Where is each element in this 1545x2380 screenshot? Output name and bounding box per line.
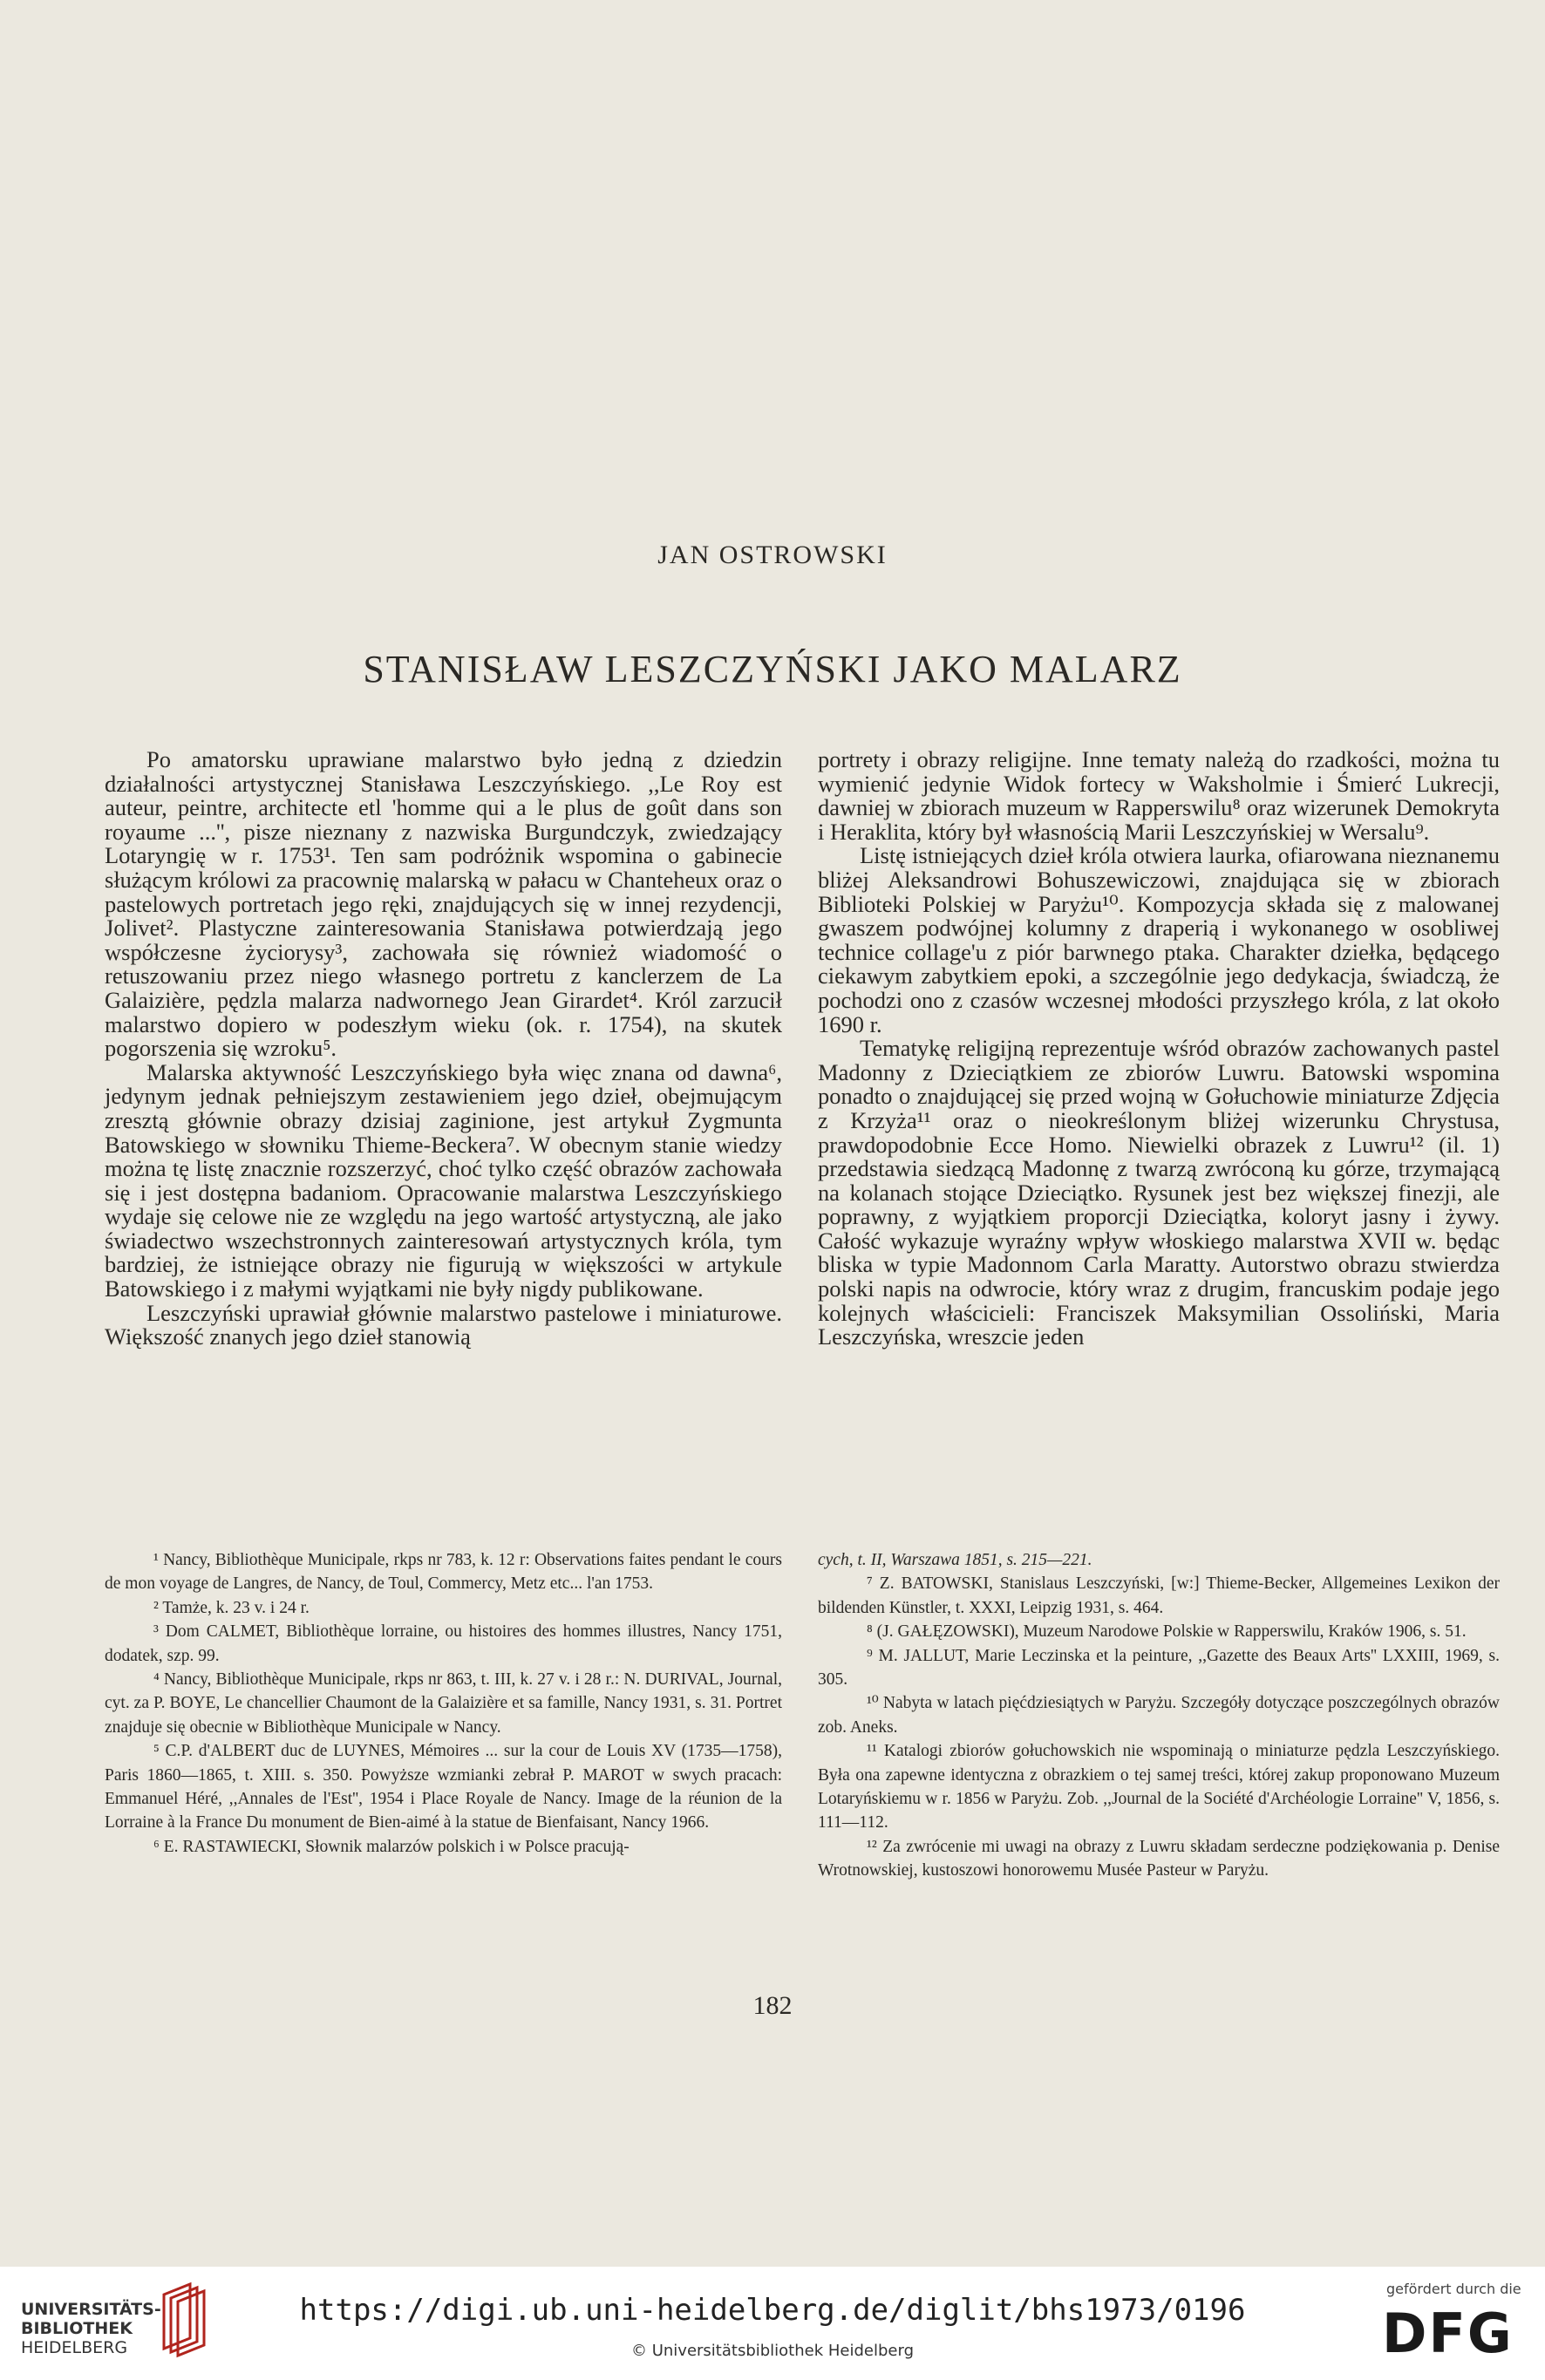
body-paragraph: portrety i obrazy religijne. Inne tematy należą do rzadkości, można tu wymienić jedynie Widok fortecy w Waksholmie i Śmierć Lukrecji, dawniej w zbiorach muzeum w Rapperswilu⁸ oraz wizerunek Demokryta i Heraklita, który był własnością Marii Leszczyńskiej w Wersalu⁹. — [818, 746, 1500, 845]
footnote: ⁵ C.P. d'ALBERT duc de LUYNES, Mémoires ... sur la cour de Louis XV (1735—1758), Paris 1860—1865, t. XIII. s. 350. Powyższe wzmianki zebrał P. MAROT w swych pracach: Emmanuel Héré, ,,Annales de l'Est'', 1954 i Place Royale de Nancy. Image de la réunion de la Lorraine à la France Du monument de Bien-aimé à la statue de Bienfaisant, Nancy 1966. — [105, 1742, 782, 1833]
footnotes-left — [105, 1548, 782, 1859]
footnotes-right — [818, 1548, 1500, 1883]
body-column-right — [818, 748, 1500, 1350]
copyright-notice: © Universitätsbibliothek Heidelberg — [630, 2342, 914, 2360]
footnote: ³ Dom CALMET, Bibliothèque lorraine, ou histoires des hommes illustres, Nancy 1751, dodatek, szp. 99. — [105, 1622, 782, 1665]
footnote: ¹ Nancy, Bibliothèque Municipale, rkps nr 783, k. 12 r: Observations faites pendant le cours de mon voyage de Langres, de Nancy, de Toul, Commercy, Metz etc... l'an 1753. — [105, 1551, 782, 1594]
body-paragraph: Malarska aktywność Leszczyńskiego była więc znana od dawna⁶, jedynym jednak pełniejszym zestawieniem jego dzieł, obejmującym zresztą głównie obrazy dzisiaj zaginione, jest artykuł Zygmunta Batowskiego w słowniku Thieme-Beckera⁷. W obecnym stanie wiedzy można tę listę znacznie rozszerzyć, choć tylko część obrazów zachowała się i jest dostępna badaniom. Opracowanie malarstwa Leszczyńskiego wydaje się celowe nie ze względu na jego wartość artystyczną, ale jako świadectwo wszechstronnych zainteresowań artystycznych króla, tym bardziej, że istniejące obrazy nie figurują w większości w artykule Batowskiego i z małymi wyjątkami nie były nigdy publikowane. — [105, 1058, 782, 1302]
funding-caption: gefördert durch die — [1386, 2281, 1521, 2297]
footer-bar — [0, 2267, 1545, 2380]
footnote: ⁹ M. JALLUT, Marie Leczinska et la peinture, ,,Gazette des Beaux Arts'' LXXIII, 1969, s. 305. — [818, 1646, 1500, 1690]
footnote: ⁶ E. RASTAWIECKI, Słownik malarzów polskich i w Polsce pracują- — [153, 1837, 630, 1856]
footnote: ² Tamże, k. 23 v. i 24 r. — [153, 1598, 310, 1617]
footnote: cych, t. II, Warszawa 1851, s. 215—221. — [818, 1551, 1092, 1569]
footnote: ⁷ Z. BATOWSKI, Stanislaus Leszczyński, [w:] Thieme-Becker, Allgemeines Lexikon der bildenden Künstler, t. XXXI, Leipzig 1931, s. 464. — [818, 1574, 1500, 1617]
body-paragraph: Tematykę religijną reprezentuje wśród obrazów zachowanych pastel Madonny z Dzieciątkiem ze zbiorów Luwru. Batowski wspomina ponadto o znajdującej się przed wojną w Gołuchowie miniaturze Zdjęcia z Krzyża¹¹ oraz o nieokreślonym bliżej wizerunku Chrystusa, prawdopodobnie Ecce Homo. Niewielki obrazek z Luwru¹² (il. 1) przedstawia siedzącą Madonnę z twarzą zwróconą ku górze, trzymającą na kolanach stojące Dzieciątko. Rysunek jest bez większej finezji, ale poprawny, z wyjątkiem proporcji Dzieciątka, koloryt jasny i żywy. Całość wykazuje wyraźny wpływ włoskiego malarstwa XVII w. będąc bliska w typie Madonnom Carla Maratty. Autorstwo obrazu stwierdza polski napis na odwrocie, który wraz z drugim, francuskim podaje jego kolejnych właścicieli: Franciszek Maksymilian Ossoliński, Maria Leszczyńska, wreszcie jeden — [818, 1035, 1500, 1350]
body-column-left — [105, 748, 782, 1350]
body-paragraph: Listę istniejących dzieł króla otwiera laurka, ofiarowana nieznanemu bliżej Aleksandrowi Bohuszewiczowi, znajdująca się w zbiorach Biblioteki Polskiej w Paryżu¹⁰. Kompozycja składa się z malowanej gwaszem podwójnej kolumny z draperią i wykonanego w osobliwej technice collage'u z piór barwnego ptaka. Charakter dziełka, będącego ciekawym zabytkiem epoki, a szczególnie jego dedykacja, świadczą, że pochodzi ono z czasów wczesnej młodości przyszłego króla, z lat około 1690 r. — [818, 842, 1500, 1037]
body-paragraph: Po amatorsku uprawiane malarstwo było jedną z dziedzin działalności artystycznej Stanisława Leszczyńskiego. ,,Le Roy est auteur, peintre, architecte etl 'homme qui a le plus de goût dans son royaume ...'', pisze nieznany z nazwiska Burgundczyk, zwiedzający Lotaryngię w r. 1753¹. Ten sam podróżnik wspomina o gabinecie służącym królowi za pracownię malarską w pałacu w Chanteheux oraz o pastelowych portretach jego ręki, znajdujących się w innej rezydencji, Jolivet². Plastyczne zainteresowania Stanisława potwierdzają jego współczesne życiorysy³, zachowała się również wiadomość o retuszowaniu przez niego własnego portretu z kanclerzem de La Galaizière, pędzla malarza nadwornego Jean Girardet⁴. Król zarzucił malarstwo dopiero w podeszłym wieku (ok. r. 1754), na skutek pogorszenia się wzroku⁵. — [105, 746, 782, 1062]
library-name-line3: HEIDELBERG — [21, 2338, 128, 2357]
footnote: ¹² Za zwrócenie mi uwagi na obrazy z Luwru składam serdeczne podziękowania p. Denise Wrotnowskiej, kustoszowi honorowemu Musée Pasteur w Paryżu. — [818, 1837, 1500, 1880]
library-name-line1: UNIVERSITÄTS- — [21, 2300, 161, 2319]
footnote: ⁸ (J. GAŁĘZOWSKI), Muzeum Narodowe Polskie w Rapperswilu, Kraków 1906, s. 51. — [867, 1622, 1467, 1642]
footnote: ¹⁰ Nabyta w latach pięćdziesiątych w Paryżu. Szczegóły dotyczące poszczególnych obrazów zob. Aneks. — [818, 1694, 1500, 1737]
library-name-line2: BIBLIOTHEK — [21, 2319, 133, 2338]
body-paragraph: Leszczyński uprawiał głównie malarstwo pastelowe i miniaturowe. Większość znanych jego dzieł stanowią — [105, 1299, 782, 1350]
footnote: ⁴ Nancy, Bibliothèque Municipale, rkps nr 863, t. III, k. 27 v. i 28 r.: N. DURIVAL, Journal, cyt. za P. BOYE, Le chancellier Chaumont de la Galaizière et sa famille, Nancy 1931, s. 31. Portret znajduje się obecnie w Bibliothèque Municipale w Nancy. — [105, 1670, 782, 1737]
author-name: JAN OSTROWSKI — [657, 541, 888, 569]
footnote: ¹¹ Katalogi zbiorów gołuchowskich nie wspominają o miniaturze pędzla Leszczyńskiego. Była ona zapewne identyczna z obrazkiem o tej samej treści, której zakup proponowano Muzeum Lotaryńskiemu w r. 1856 w Paryżu. Zob. ,,Journal de la Société d'Archéologie Lorraine'' V, 1856, s. 111—112. — [818, 1742, 1500, 1833]
document-url-link[interactable]: https://digi.ub.uni-heidelberg.de/diglit/bhs1973/0196 — [299, 2293, 1246, 2328]
article-title: STANISŁAW LESZCZYŃSKI JAKO MALARZ — [363, 648, 1182, 690]
page-number: 182 — [752, 1991, 793, 2020]
dfg-logo[interactable]: DFG — [1382, 2302, 1514, 2365]
